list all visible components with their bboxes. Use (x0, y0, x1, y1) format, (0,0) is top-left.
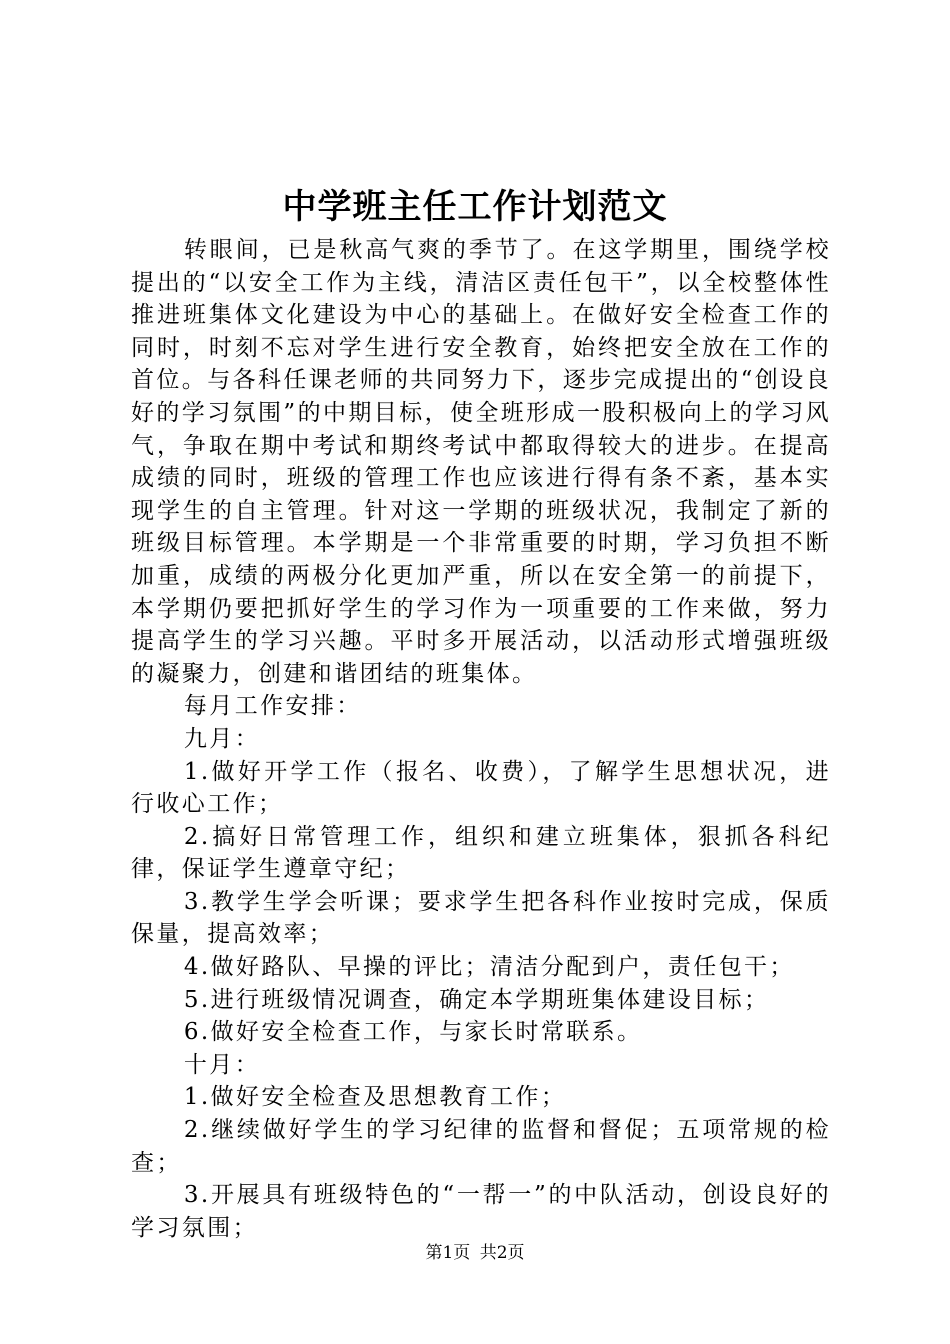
september-item-4: 4.做好路队、早操的评比；清洁分配到户，责任包干； (183, 954, 795, 981)
september-item-5: 5.进行班级情况调查，确定本学期班集体建设目标； (183, 986, 770, 1013)
monthly-plan-heading: 每月工作安排： (183, 693, 362, 720)
october-heading: 十月： (183, 1051, 261, 1078)
page-total: 共2页 (479, 1243, 525, 1263)
document-body (131, 234, 831, 1244)
page-footer (0, 1241, 950, 1265)
page-number: 第1页 (425, 1243, 471, 1263)
document-title: 中学班主任工作计划范文 (282, 187, 668, 227)
intro-paragraph: 转眼间，已是秋高气爽的季节了。在这学期里，围绕学校提出的“以安全工作为主线，清洁区责任包干”，以全校整体性推进班集体文化建设为中心的基础上。在做好安全检查工作的同时，时刻不忘对学生进行安全教育，始终把安全放在工作的首位。与各科任课老师的共同努力下，逐步完成提出的“创设良好的学习氛围”的中期目标，使全班形成一股积极向上的学习风气，争取在期中考试和期终考试中都取得较大的进步。在提高成绩的同时，班级的管理工作也应该进行得有条不紊，基本实现学生的自主管理。针对这一学期的班级状况，我制定了新的班级目标管理。本学期是一个非常重要的时期，学习负担不断加重，成绩的两极分化更加严重，所以在安全第一的前提下，本学期仍要把抓好学生的学习作为一项重要的工作来做，努力提高学生的学习兴趣。平时多开展活动，以活动形式增强班级的凝聚力，创建和谐团结的班集体。 (131, 237, 831, 687)
september-item-6: 6.做好安全检查工作，与家长时常联系。 (183, 1019, 643, 1046)
october-item-1: 1.做好安全检查及思想教育工作； (183, 1084, 567, 1111)
september-item-3: 3.教学生学会听课；要求学生把各科作业按时完成，保质保量，提高效率； (131, 888, 831, 948)
september-item-2: 2.搞好日常管理工作，组织和建立班集体，狠抓各科纪律，保证学生遵章守纪； (131, 823, 831, 883)
september-heading: 九月： (183, 725, 261, 752)
october-item-2: 2.继续做好学生的学习纪律的监督和督促；五项常规的检查； (131, 1117, 831, 1176)
september-item-1: 1.做好开学工作（报名、收费），了解学生思想状况，进行收心工作； (131, 758, 831, 818)
october-item-3: 3.开展具有班级特色的“一帮一”的中队活动，创设良好的学习氛围； (131, 1182, 831, 1241)
